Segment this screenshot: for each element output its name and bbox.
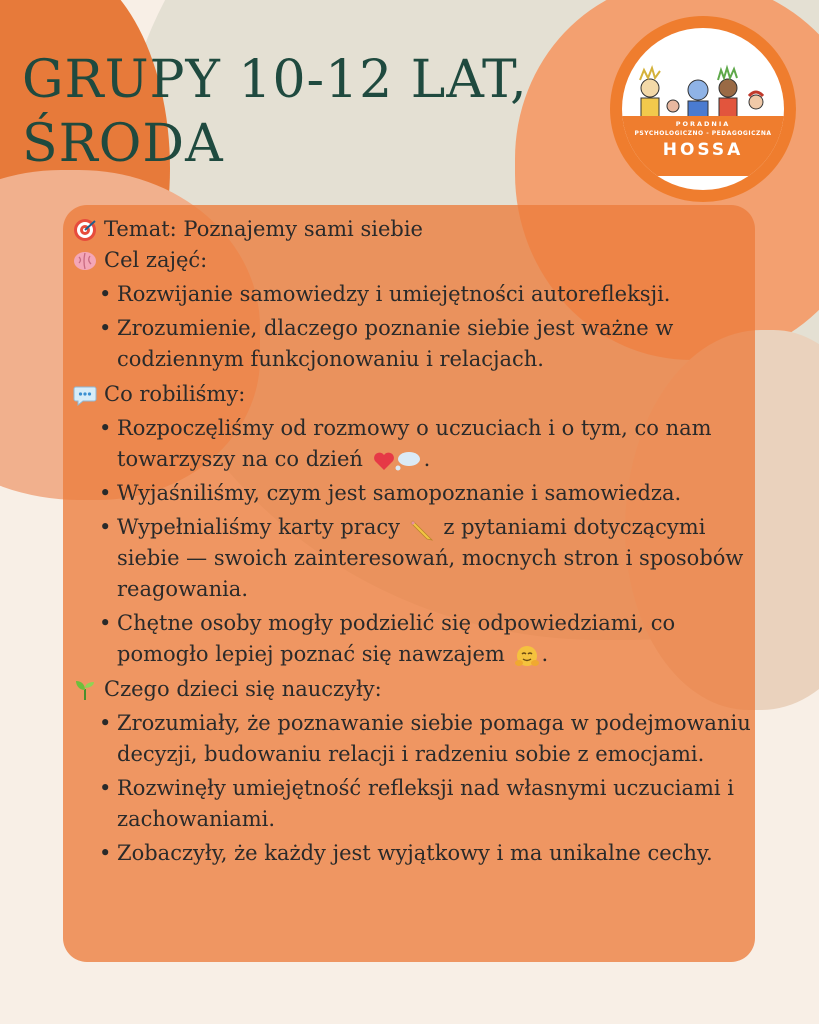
list-item: • Zrozumienie, dlaczego poznanie siebie jest ważne w codziennym funkcjonowaniu i relacjach. — [73, 313, 763, 375]
goal-list — [73, 279, 763, 375]
activities-heading-text: Co robiliśmy: — [104, 382, 246, 406]
hossa-logo — [610, 16, 796, 202]
activity-text-end: . — [541, 642, 549, 666]
list-item: • Zobaczyły, że każdy jest wyjątkowy i ma unikalne cechy. — [73, 838, 763, 869]
list-item: • Rozwijanie samowiedzy i umiejętności autorefleksji. — [73, 279, 763, 310]
heart-icon — [372, 449, 422, 473]
logo-subtitle-1: PORADNIA — [675, 120, 731, 128]
children-illustration-icon — [628, 62, 778, 118]
logo-name: HOSSA — [662, 140, 744, 160]
title-line-1: GRUPY 10-12 LAT, — [22, 50, 528, 110]
list-item — [73, 608, 763, 670]
seedling-icon — [73, 678, 97, 702]
goal-heading-text: Cel zajęć: — [104, 248, 208, 272]
learned-heading-text: Czego dzieci się nauczyły: — [104, 677, 382, 701]
activity-text-end: z pytaniami dotyczącymi siebie — swoich zainteresowań, mocnych stron i sposobów reagowania. — [117, 515, 744, 601]
target-icon — [73, 218, 97, 242]
topic-line — [73, 214, 763, 245]
speech-bubble-icon — [73, 383, 97, 407]
thought-bubble-icon — [395, 452, 420, 471]
activity-text: Chętne osoby mogły podzielić się odpowiedziami, co pomogło lepiej poznać się nawzajem — [117, 611, 676, 666]
topic-text: Temat: Poznajemy sami siebie — [104, 217, 423, 241]
activity-text: Rozpoczęliśmy od rozmowy o uczuciach i o tym, co nam towarzyszy na co dzień — [117, 416, 712, 471]
activity-text: Wypełnialiśmy karty pracy — [117, 515, 400, 539]
brain-icon — [73, 249, 97, 273]
pencil-icon — [409, 517, 435, 541]
content-body — [73, 214, 763, 873]
logo-subtitle-2: PSYCHOLOGICZNO - PEDAGOGICZNA — [634, 130, 772, 137]
list-item: • Rozwinęły umiejętność refleksji nad własnymi uczuciami i zachowaniami. — [73, 773, 763, 835]
list-item — [73, 413, 763, 475]
list-item: • Wyjaśniliśmy, czym jest samopoznanie i samowiedza. — [73, 478, 763, 509]
list-item: • Zrozumiały, że poznawanie siebie pomaga w podejmowaniu decyzji, budowaniu relacji i radzeniu sobie z emocjami. — [73, 708, 763, 770]
list-item — [73, 512, 763, 605]
logo-circle — [622, 28, 784, 190]
activities-heading — [73, 379, 763, 410]
learned-list — [73, 708, 763, 869]
title-line-2: ŚRODA — [22, 114, 224, 174]
page-title — [22, 48, 528, 176]
activities-list — [73, 413, 763, 670]
activity-text-end: . — [423, 447, 431, 471]
hugging-face-icon — [514, 644, 540, 668]
goal-heading — [73, 245, 763, 276]
learned-heading — [73, 674, 763, 705]
